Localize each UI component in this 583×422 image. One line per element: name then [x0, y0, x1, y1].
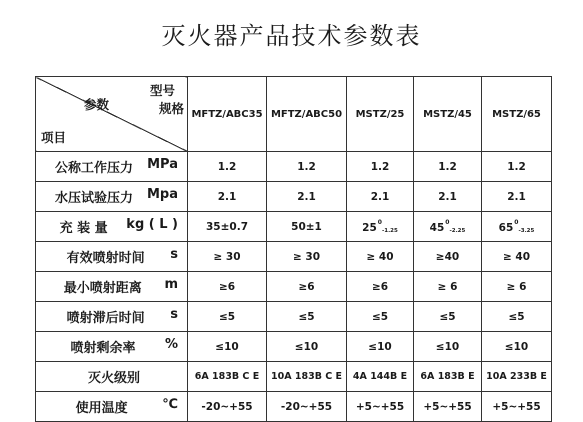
row-unit: s	[170, 307, 178, 322]
row-label-text: 最小喷射距离	[63, 281, 142, 296]
table-cell: 50±1	[267, 212, 347, 242]
table-cell: 4A 144B E	[347, 362, 414, 392]
table-row	[36, 152, 552, 182]
row-label-text: 公称工作压力	[55, 161, 134, 176]
table-cell: +5~+55	[414, 392, 482, 422]
table-cell: ≥ 6	[482, 272, 552, 302]
column-header: MSTZ/25	[347, 77, 414, 152]
table-row	[36, 272, 552, 302]
table-cell: -20~+55	[188, 392, 267, 422]
column-header: MSTZ/65	[482, 77, 552, 152]
row-unit: s	[170, 247, 178, 262]
table-cell	[414, 212, 482, 242]
row-label-text: 水压试验压力	[54, 191, 133, 206]
column-header: MSTZ/45	[414, 77, 482, 152]
table-row	[36, 302, 552, 332]
table-cell: ≥ 6	[414, 272, 482, 302]
row-label	[36, 212, 188, 242]
row-label	[36, 332, 188, 362]
table-cell	[482, 212, 552, 242]
table-cell: 1.2	[347, 152, 414, 182]
table-cell: ≤5	[267, 302, 347, 332]
table-row	[36, 212, 552, 242]
table-cell: 1.2	[482, 152, 552, 182]
table-cell: 1.2	[267, 152, 347, 182]
table-cell: ≤10	[188, 332, 267, 362]
table-cell: ≤10	[414, 332, 482, 362]
table-cell: 6A 183B E	[414, 362, 482, 392]
row-unit: m	[164, 277, 178, 292]
spec-label: 规格	[158, 101, 184, 116]
row-unit: kg ( L )	[126, 217, 178, 232]
table-cell: ≥6	[267, 272, 347, 302]
table-cell: ≤5	[482, 302, 552, 332]
row-label	[36, 392, 188, 422]
row-unit: Mpa	[146, 187, 178, 202]
table-cell: 10A 183B C E	[267, 362, 347, 392]
table-cell: 1.2	[414, 152, 482, 182]
row-label	[36, 302, 188, 332]
table-cell: ≥ 30	[267, 242, 347, 272]
row-label	[36, 242, 188, 272]
tolerance-upper: 0	[445, 219, 450, 226]
tolerance-lower: -2.25	[449, 228, 466, 234]
table-cell: ≥6	[347, 272, 414, 302]
table-row	[36, 242, 552, 272]
table-cell: ≤5	[414, 302, 482, 332]
row-unit: ℃	[162, 397, 178, 412]
row-label-text: 有效喷射时间	[66, 251, 145, 266]
table-cell: ≥ 40	[482, 242, 552, 272]
row-label-text: 使用温度	[75, 401, 128, 416]
parameter-label: 参数	[84, 97, 110, 112]
column-header: MFTZ/ABC50	[267, 77, 347, 152]
table-cell: 35±0.7	[188, 212, 267, 242]
row-label-text: 喷射滞后时间	[66, 311, 145, 326]
tolerance-lower: -3.25	[518, 228, 535, 234]
row-label	[36, 362, 188, 392]
column-header: MFTZ/ABC35	[188, 77, 267, 152]
table-row	[36, 182, 552, 212]
fill-value: 45	[429, 222, 445, 234]
row-label	[36, 272, 188, 302]
row-label-text: 喷射剩余率	[70, 341, 136, 356]
table-cell: 2.1	[482, 182, 552, 212]
row-unit: %	[164, 337, 178, 352]
table-cell: 1.2	[188, 152, 267, 182]
table-cell: ≤10	[267, 332, 347, 362]
page-title: 灭火器产品技术参数表	[161, 22, 422, 50]
table-cell: ≥6	[188, 272, 267, 302]
table-cell: 6A 183B C E	[188, 362, 267, 392]
model-label: 型号	[149, 83, 175, 98]
tolerance-upper: 0	[514, 219, 519, 226]
header-row	[36, 77, 552, 152]
table-cell: -20~+55	[267, 392, 347, 422]
fill-value: 25	[362, 222, 377, 234]
table-cell: 2.1	[414, 182, 482, 212]
row-label	[36, 182, 188, 212]
table-cell	[347, 212, 414, 242]
table-cell: ≥ 30	[188, 242, 267, 272]
row-unit: MPa	[147, 157, 178, 172]
table-cell: ≥ 40	[347, 242, 414, 272]
tolerance-lower: -1.25	[381, 228, 398, 234]
table-row	[36, 362, 552, 392]
table-cell: ≤10	[482, 332, 552, 362]
tolerance-upper: 0	[377, 219, 382, 226]
table-cell: +5~+55	[347, 392, 414, 422]
table-row	[36, 392, 552, 422]
diagonal-header-cell	[36, 77, 188, 152]
row-label-text: 灭火级别	[87, 371, 140, 386]
table-cell: 2.1	[267, 182, 347, 212]
spec-table	[35, 76, 552, 422]
table-cell: 2.1	[347, 182, 414, 212]
fill-value: 65	[498, 222, 514, 234]
table-cell: 10A 233B E	[482, 362, 552, 392]
table-cell: +5~+55	[482, 392, 552, 422]
table-cell: ≤5	[188, 302, 267, 332]
row-label	[36, 152, 188, 182]
row-label-text: 充 装 量	[59, 221, 108, 236]
table-cell: ≥40	[414, 242, 482, 272]
table-cell: ≤10	[347, 332, 414, 362]
item-label: 项目	[41, 130, 67, 145]
table-cell: 2.1	[188, 182, 267, 212]
table-row	[36, 332, 552, 362]
table-cell: ≤5	[347, 302, 414, 332]
